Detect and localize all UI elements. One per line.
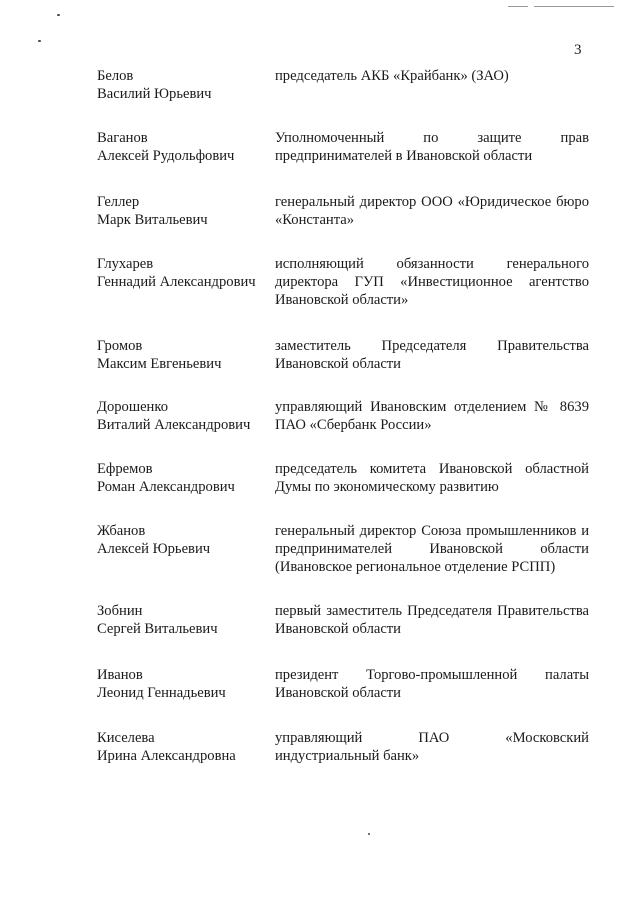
member-position: председатель АКБ «Крайбанк» (ЗАО) bbox=[275, 68, 509, 84]
member-given-names: Виталий Александрович bbox=[97, 417, 251, 433]
member-name bbox=[97, 666, 267, 702]
member-surname: Иванов bbox=[97, 667, 143, 683]
member-name bbox=[97, 67, 267, 103]
member-name bbox=[97, 193, 267, 229]
member-name bbox=[97, 129, 267, 165]
member-given-names: Алексей Юрьевич bbox=[97, 541, 211, 557]
member-position: генеральный директор ООО «Юридическое бюро «Константа» bbox=[275, 194, 589, 228]
member-surname: Геллер bbox=[97, 194, 140, 210]
member-given-names: Василий Юрьевич bbox=[97, 86, 212, 102]
member-surname: Ефремов bbox=[97, 461, 153, 477]
member-surname: Ваганов bbox=[97, 130, 148, 146]
member-given-names: Геннадий Александрович bbox=[97, 274, 256, 290]
member-position: управляющий ПАО «Московский индустриальный банк» bbox=[275, 730, 589, 764]
member-position: председатель комитета Ивановской областной Думы по экономическому развитию bbox=[275, 461, 589, 495]
member-position: первый заместитель Председателя Правительства Ивановской области bbox=[275, 603, 589, 637]
member-surname: Белов bbox=[97, 68, 134, 84]
member-position: генеральный директор Союза промышленников и предпринимателей Ивановской области (Ивановское региональное отделение РСПП) bbox=[275, 523, 589, 575]
member-position: заместитель Председателя Правительства Ивановской области bbox=[275, 338, 589, 372]
member-given-names: Леонид Геннадьевич bbox=[97, 685, 226, 701]
member-given-names: Сергей Витальевич bbox=[97, 621, 218, 637]
member-position: управляющий Ивановским отделением № 8639 ПАО «Сбербанк России» bbox=[275, 399, 589, 433]
member-name bbox=[97, 398, 267, 434]
member-name bbox=[97, 255, 267, 291]
member-position: Уполномоченный по защите прав предпринимателей в Ивановской области bbox=[275, 130, 589, 164]
member-given-names: Максим Евгеньевич bbox=[97, 356, 222, 372]
member-name bbox=[97, 522, 267, 558]
member-surname: Зобнин bbox=[97, 603, 143, 619]
member-given-names: Марк Витальевич bbox=[97, 212, 208, 228]
member-position: президент Торгово-промышленной палаты Ивановской области bbox=[275, 667, 589, 701]
member-surname: Жбанов bbox=[97, 523, 146, 539]
page-number: 3 bbox=[574, 42, 582, 58]
member-name bbox=[97, 460, 267, 496]
member-name bbox=[97, 337, 267, 373]
member-surname: Глухарев bbox=[97, 256, 154, 272]
member-surname: Киселева bbox=[97, 730, 155, 746]
member-name bbox=[97, 729, 267, 765]
member-given-names: Алексей Рудольфович bbox=[97, 148, 235, 164]
member-given-names: Ирина Александровна bbox=[97, 748, 236, 764]
member-given-names: Роман Александрович bbox=[97, 479, 235, 495]
member-surname: Дорошенко bbox=[97, 399, 169, 415]
member-surname: Громов bbox=[97, 338, 143, 354]
member-name bbox=[97, 602, 267, 638]
member-position: исполняющий обязанности генерального директора ГУП «Инвестиционное агентство Ивановской области» bbox=[275, 256, 589, 308]
